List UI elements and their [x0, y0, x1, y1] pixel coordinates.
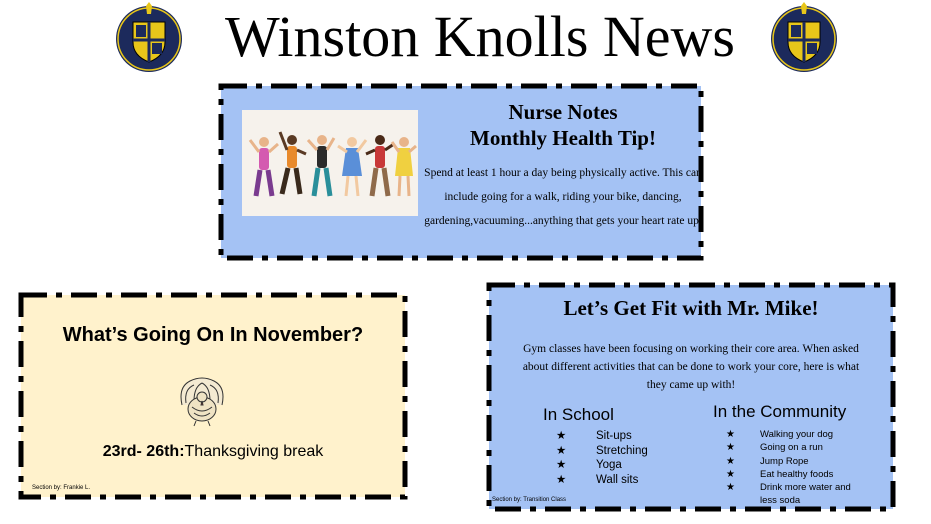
section-credit: Section by: Frankie L. [32, 485, 91, 491]
school-crest-logo [113, 2, 185, 74]
page-title: Winston Knolls News [225, 4, 735, 69]
list-item: ★ Drink more water and less soda [726, 482, 851, 507]
thanksgiving-break-event [38, 443, 388, 461]
nurse-notes-section [218, 83, 704, 261]
health-tip-text: Spend at least 1 hour a day being physically active. This can include going for a walk, riding your bike, dancing, gardening,vacuuming...anything that gets your heart rate up. [424, 167, 702, 227]
star-icon: ★ [726, 482, 735, 494]
list-item: ★ Walking your dog [726, 429, 834, 440]
fitness-section [486, 282, 896, 512]
list-item: ★ Jump Rope [726, 455, 809, 467]
in-community-heading: In the Community [713, 402, 847, 421]
school-crest-logo [768, 2, 840, 74]
list-item: ★ Wall sits [556, 473, 639, 486]
event-text: Thanksgiving break [184, 443, 324, 460]
event-date: 23rd- 26th: [102, 443, 185, 460]
star-icon: ★ [556, 444, 567, 457]
fitness-heading: Let’s Get Fit with Mr. Mike! [563, 296, 819, 320]
list-item: ★ Stretching [556, 444, 648, 457]
turkey-icon [176, 377, 228, 427]
section-credit: Section by: Transition Class [492, 497, 567, 503]
november-section [18, 292, 408, 500]
fitness-intro-text: Gym classes have been focusing on working their core area. When asked about different activities that can be done to work your core, here is what they came up with! [522, 343, 860, 391]
star-icon: ★ [726, 455, 735, 467]
list-item: ★ Yoga [556, 459, 622, 471]
star-icon: ★ [556, 473, 567, 486]
star-icon: ★ [726, 442, 735, 454]
nurse-notes-heading [423, 99, 703, 151]
in-community-list [726, 428, 868, 508]
list-item: ★ Sit-ups [556, 430, 632, 442]
in-school-heading: In School [543, 405, 614, 424]
in-school-list [556, 429, 648, 487]
star-icon: ★ [726, 468, 735, 480]
nurse-notes-title: Nurse Notes [508, 100, 618, 124]
health-tip-title: Monthly Health Tip! [470, 126, 656, 150]
star-icon: ★ [726, 429, 735, 440]
star-icon: ★ [556, 459, 567, 471]
list-item: ★ Going on a run [726, 442, 823, 454]
list-item: ★ Eat healthy foods [726, 468, 834, 480]
star-icon: ★ [556, 430, 567, 442]
november-heading: What’s Going On In November? [62, 324, 364, 346]
dancing-people-illustration [242, 110, 418, 216]
